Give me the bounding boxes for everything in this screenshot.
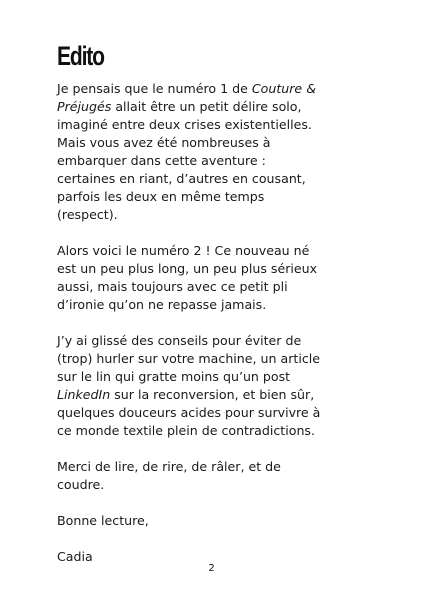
linkedin-italic: LinkedIn [57,387,111,402]
text-line: Mais vous avez été nombreuses à [57,135,271,150]
paragraph-4 [57,458,391,494]
text-line: aussi, mais toujours avec ce petit pli [57,279,288,294]
text-line: est un peu plus long, un peu plus sérieux [57,261,318,276]
text-line: Alors voici le numéro 2 ! Ce nouveau né [57,243,310,258]
text-line: (trop) hurler sur votre machine, un article [57,351,321,366]
paragraph-2 [57,242,391,314]
magazine-title-part: Couture & [251,81,317,96]
text-line: Bonne lecture, [57,513,149,528]
paragraph-3 [57,332,391,440]
text-line: imaginé entre deux crises existentielles. [57,117,312,132]
text-line: coudre. [57,477,105,492]
magazine-title-part: Préjugés [57,99,112,114]
page-number: 2 [208,563,215,574]
text-run: Je pensais que le numéro 1 de [57,81,252,96]
author-name: Cadia [57,549,93,564]
text-line: quelques douceurs acides pour survivre à [57,405,321,420]
text-line: J’y ai glissé des conseils pour éviter de [57,333,302,348]
text-line: d’ironie qu’on ne repasse jamais. [57,297,267,312]
page-title: Edito [57,41,104,71]
text-line [57,80,391,98]
text-line: certaines en riant, d’autres en cousant, [57,171,306,186]
editorial-body [57,80,391,584]
text-line: embarquer dans cette aventure : [57,153,266,168]
paragraph-1 [57,80,391,224]
text-line: parfois les deux en même temps [57,189,265,204]
text-line: ce monde textile plein de contradictions. [57,423,315,438]
text-run: allait être un petit délire solo, [111,99,302,114]
closing-line [57,512,391,530]
text-line: sur le lin qui gratte moins qu’un post [57,369,291,384]
text-line [57,98,391,116]
text-line: Merci de lire, de rire, de râler, et de [57,459,281,474]
text-line: (respect). [57,207,118,222]
text-run: sur la reconversion, et bien sûr, [110,387,315,402]
text-line [57,386,391,404]
